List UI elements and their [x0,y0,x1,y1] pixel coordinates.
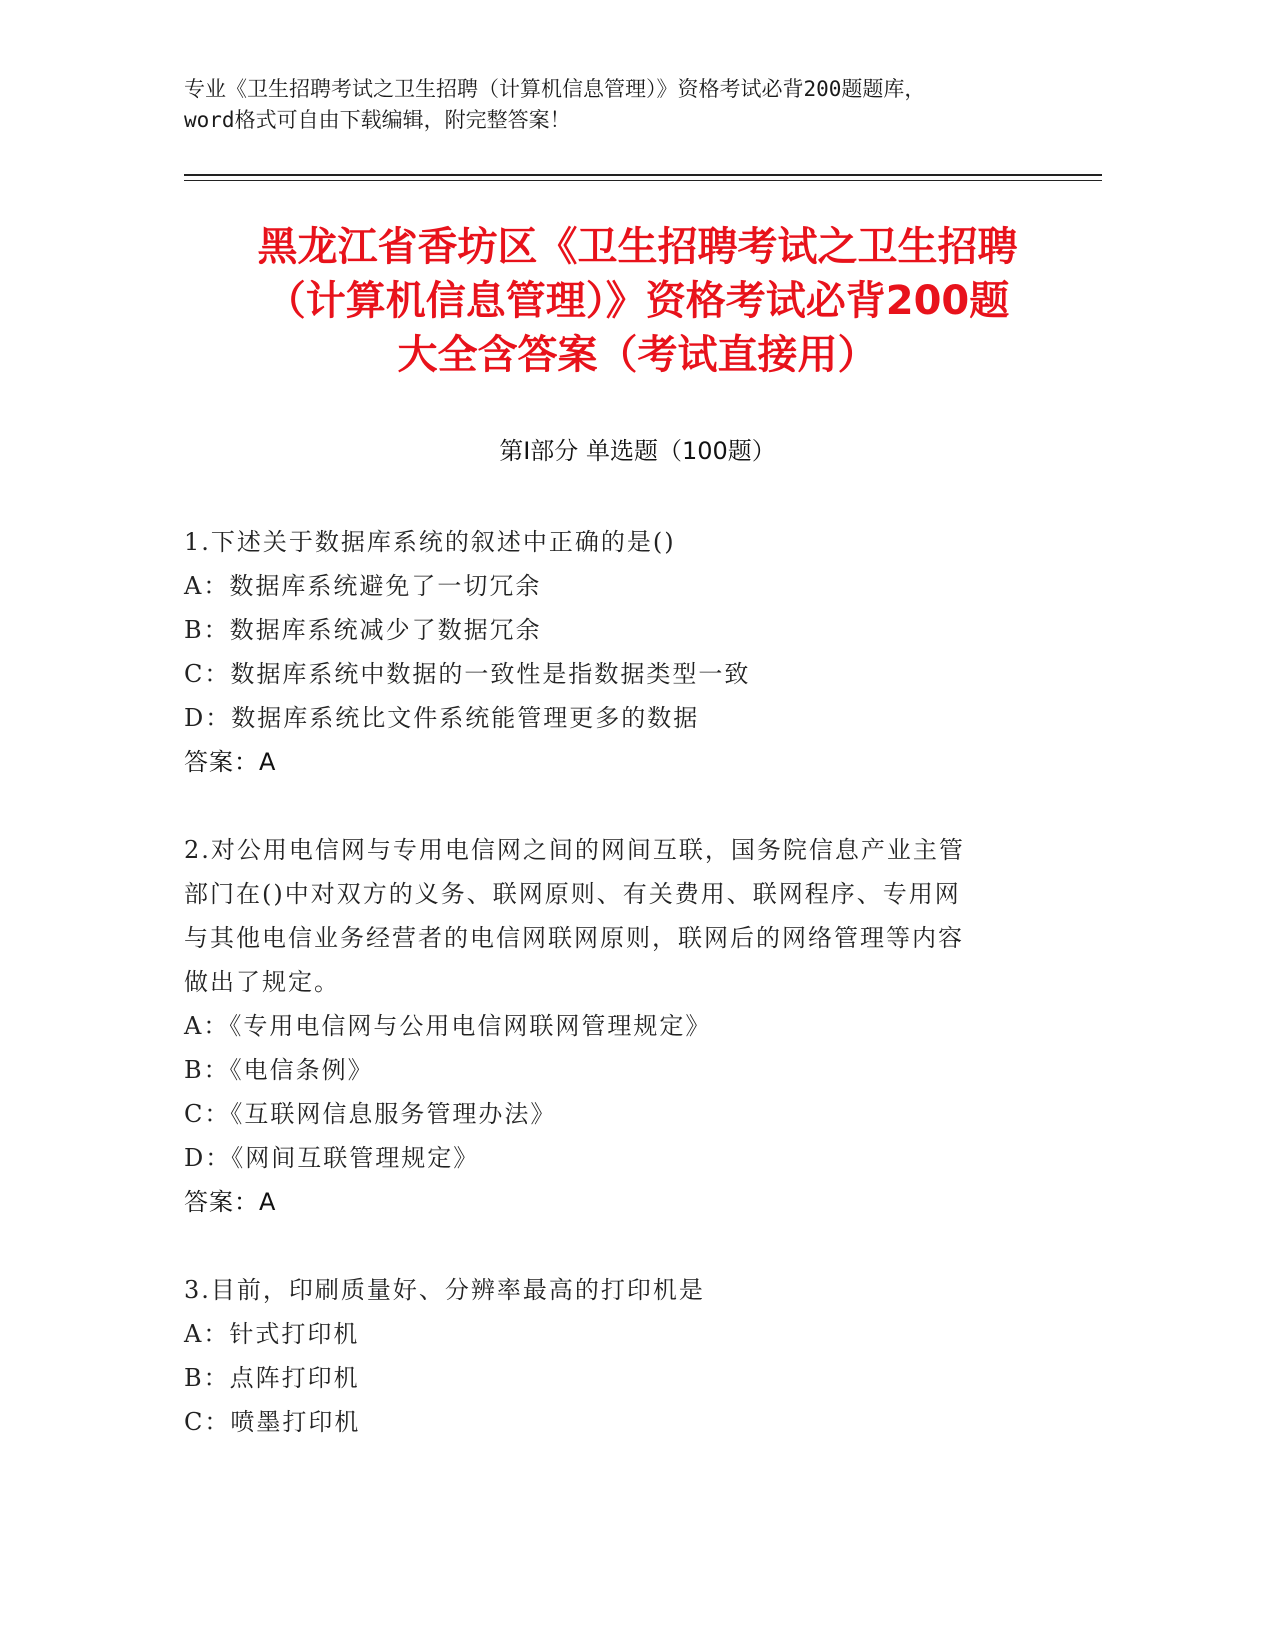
question-1 [184,520,1064,784]
option-c: C：喷墨打印机 [184,1408,361,1436]
title-line-3: 大全含答案（考试直接用） [397,332,878,378]
option-c: C：《互联网信息服务管理办法》 [184,1100,557,1128]
option-a: A：《专用电信网与公用电信网联网管理规定》 [184,1012,712,1040]
option-a: A：针式打印机 [184,1320,360,1348]
title-line-1: 黑龙江省香坊区《卫生招聘考试之卫生招聘 [257,224,1018,270]
option-a: A：数据库系统避免了一切冗余 [184,572,542,600]
header-note-line-1: 专业《卫生招聘考试之卫生招聘（计算机信息管理）》资格考试必背200题题库， [184,77,926,101]
document-title [150,220,1125,382]
option-b: B：数据库系统减少了数据冗余 [184,616,542,644]
question-list [184,520,1064,1488]
question-stem-line-1: 2.对公用电信网与专用电信网之间的网间互联，国务院信息产业主管 [184,836,965,864]
question-stem: 1.下述关于数据库系统的叙述中正确的是() [184,528,676,556]
title-line-2: （计算机信息管理）》资格考试必背200题 [265,278,1010,324]
option-d: D：《网间互联管理规定》 [184,1144,480,1172]
answer: 答案：A [184,1188,277,1216]
header-divider-thick [184,174,1102,176]
option-d: D：数据库系统比文件系统能管理更多的数据 [184,704,700,732]
question-stem: 3.目前，印刷质量好、分辨率最高的打印机是 [184,1276,705,1304]
question-stem-line-4: 做出了规定。 [184,968,340,996]
question-3 [184,1268,1064,1444]
header-note-line-2: word格式可自由下载编辑，附完整答案！ [184,108,571,132]
option-c: C：数据库系统中数据的一致性是指数据类型一致 [184,660,751,688]
question-2 [184,828,1064,1224]
option-b: B：《电信条例》 [184,1056,374,1084]
option-b: B：点阵打印机 [184,1364,360,1392]
header-note [184,74,1084,136]
header-divider-thin [184,180,1102,181]
question-stem-line-2: 部门在()中对双方的义务、联网原则、有关费用、联网程序、专用网 [184,880,961,908]
section-heading: 第Ⅰ部分 单选题（100题） [499,437,776,465]
answer: 答案：A [184,748,277,776]
question-stem-line-3: 与其他电信业务经营者的电信网联网原则，联网后的网络管理等内容 [184,924,964,952]
